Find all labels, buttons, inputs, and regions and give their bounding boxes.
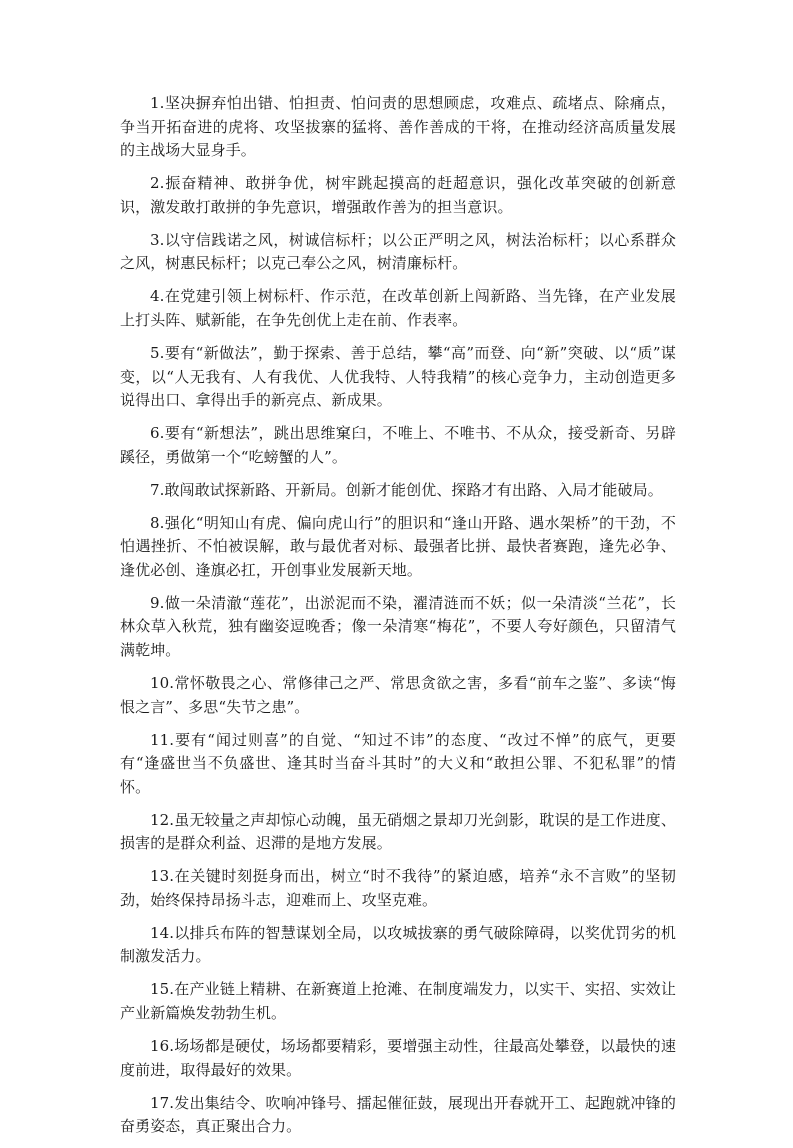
paragraph-4: 4.在党建引领上树标杆、作示范，在改革创新上闯新路、当先锋，在产业发展上打头阵、赋新能，在争先创优上走在前、作表率。 — [120, 287, 676, 329]
paragraph-11: 11.要有“闻过则喜”的自觉、“知过不讳”的态度、“改过不惮”的底气，更要有“逢盛世当不负盛世、逢其时当奋斗其时”的大义和“敢担公罪、不犯私罪”的情怀。 — [120, 730, 676, 796]
paragraph-2: 2.振奋精神、敢拼争优，树牢跳起摸高的赶超意识，强化改革突破的创新意识，激发敢打敢拼的争先意识，增强敢作善为的担当意识。 — [120, 174, 676, 216]
paragraph-13: 13.在关键时刻挺身而出，树立“时不我待”的紧迫感，培养“永不言败”的坚韧劲，始终保持昂扬斗志，迎难而上、攻坚克难。 — [120, 867, 676, 909]
paragraph-8: 8.强化“明知山有虎、偏向虎山行”的胆识和“逢山开路、遇水架桥”的干劲，不怕遇挫折、不怕被误解，敢与最优者对标、最强者比拼、最快者赛跑，逢先必争、逢优必创、逢旗必扛，开创事业发展新天地。 — [120, 513, 676, 579]
paragraph-14: 14.以排兵布阵的智慧谋划全局，以攻城拔寨的勇气破除障碍，以奖优罚劣的机制激发活力。 — [120, 923, 676, 966]
paragraph-16: 16.场场都是硬仗，场场都要精彩，要增强主动性，往最高处攀登，以最快的速度前进，取得最好的效果。 — [120, 1037, 676, 1079]
paragraph-6: 6.要有“新想法”，跳出思维窠臼，不唯上、不唯书、不从众，接受新奇、另辟蹊径，勇做第一个“吃螃蟹的人”。 — [120, 424, 676, 466]
paragraph-1: 1.坚决摒弃怕出错、怕担责、怕问责的思想顾虑，攻难点、疏堵点、除痛点，争当开拓奋进的虎将、攻坚拔寨的猛将、善作善成的干将，在推动经济高质量发展的主战场大显身手。 — [120, 94, 676, 160]
paragraph-5: 5.要有“新做法”，勤于探索、善于总结，攀“高”而登、向“新”突破、以“质”谋变，以“人无我有、人有我优、人优我特、人特我精”的核心竞争力，主动创造更多说得出口、拿得出手的新亮点、新成果。 — [120, 343, 676, 410]
paragraph-10: 10.常怀敬畏之心、常修律己之严、常思贪欲之害，多看“前车之鉴”、多读“悔恨之言”、多思“失节之患”。 — [120, 673, 676, 716]
paragraph-17: 17.发出集结令、吹响冲锋号、擂起催征鼓，展现出开春就开工、起跑就冲锋的奋勇姿态，真正聚出合力。 — [120, 1093, 676, 1136]
paragraph-7: 7.敢闯敢试探新路、开新局。创新才能创优、探路才有出路、入局才能破局。 — [150, 480, 663, 499]
document-body — [120, 92, 676, 1148]
paragraph-15: 15.在产业链上精耕、在新赛道上抢滩、在制度端发力，以实干、实招、实效让产业新篇焕发勃勃生机。 — [120, 980, 676, 1023]
paragraph-3: 3.以守信践诺之风，树诚信标杆；以公正严明之风，树法治标杆；以心系群众之风，树惠民标杆；以克己奉公之风，树清廉标杆。 — [120, 230, 676, 273]
paragraph-9: 9.做一朵清澈“莲花”，出淤泥而不染，濯清涟而不妖；似一朵清淡“兰花”，长林众草入秋荒，独有幽姿逗晚香；像一朵清寒“梅花”，不要人夸好颜色，只留清气满乾坤。 — [120, 593, 676, 659]
paragraph-12: 12.虽无较量之声却惊心动魄，虽无硝烟之景却刀光剑影，耽误的是工作进度、损害的是群众利益、迟滞的是地方发展。 — [120, 810, 676, 853]
